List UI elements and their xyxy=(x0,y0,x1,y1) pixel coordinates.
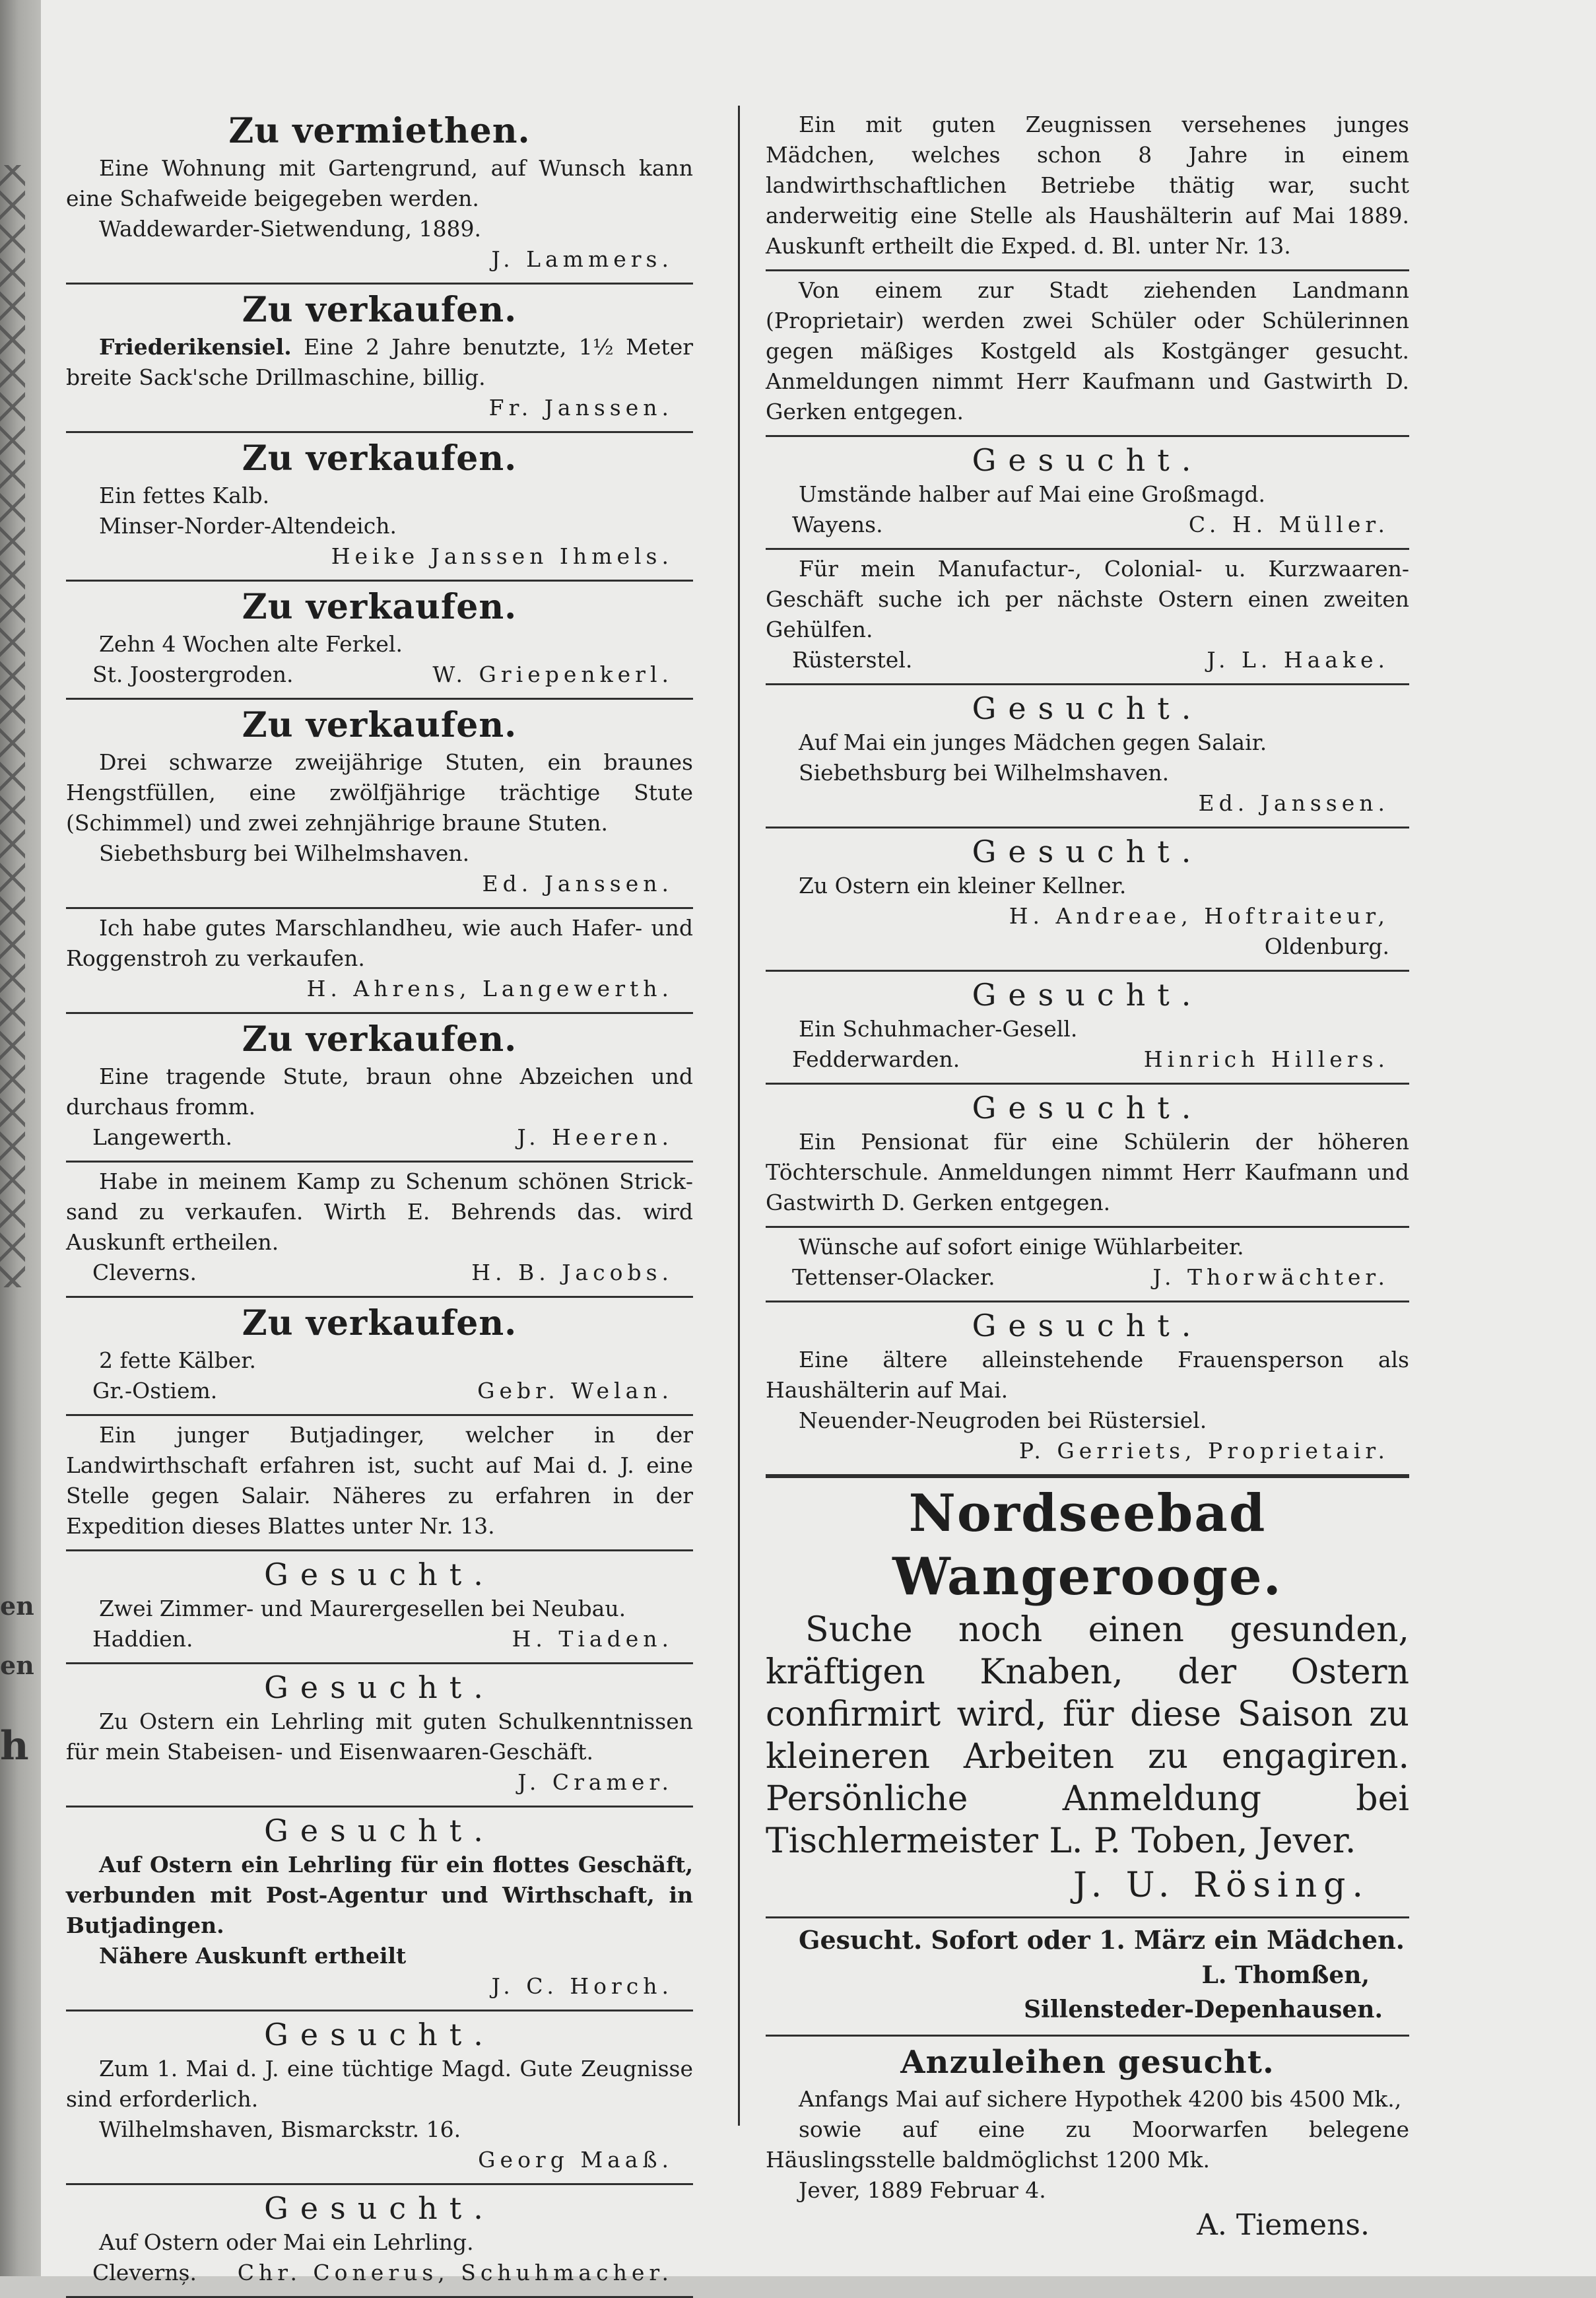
ad-text: Minser-Norder-Altendeich. xyxy=(99,513,397,539)
ad-signature: H. Andreae, Hoftraiteur, xyxy=(1009,903,1389,929)
ad-heading: Gesucht. xyxy=(264,1670,495,1705)
ad-text: Auf Ostern ein Lehrling für ein flottes Geschäft, verbunden mit Post-Agentur und Wirthschaft, in Butjadingen. xyxy=(66,1852,693,1938)
ad-text: Ein Pensionat für eine Schülerin der höheren Töchterschule. Anmeldungen nimmt Herr Kaufmann und Gastwirth D. Gerken entgegen. xyxy=(766,1129,1409,1215)
ad-signature: J. Lammers. xyxy=(491,246,673,272)
ad-heading: Nordseebad Wangerooge. xyxy=(892,1483,1282,1607)
ad-signature: Fr. Janssen. xyxy=(488,395,673,421)
ad-signature: J. U. Rösing. xyxy=(1073,1866,1370,1905)
ad-heading: Gesucht. xyxy=(972,977,1203,1013)
ad-heading: Gesucht. xyxy=(264,2190,495,2226)
ad-text: Siebethsburg bei Wilhelmshaven. xyxy=(99,840,470,866)
ad-heading: Zu verkaufen. xyxy=(242,705,517,745)
ad-place-signature-row xyxy=(66,1376,693,1406)
ad-block xyxy=(66,1416,693,1551)
ad-text: Ein junger Butjadinger, welcher in der Landwirthschaft erfahren ist, sucht auf Mai d. J. eine Stelle gegen Salair. Näheres zu erfahren in der Expedition dieses Blattes unter Nr. 13. xyxy=(66,1422,693,1539)
ad-heading: Zu verkaufen. xyxy=(242,587,517,627)
ad-place: Fedderwarden. xyxy=(792,1046,960,1072)
ad-signature: P. Gerriets, Proprietair. xyxy=(1018,1438,1389,1464)
ad-heading: Zu verkaufen. xyxy=(242,290,517,330)
margin-fragment: en xyxy=(0,1650,34,1680)
ad-block xyxy=(66,700,693,909)
ad-block xyxy=(66,909,693,1014)
ad-text: Auf Ostern oder Mai ein Lehrling. xyxy=(99,2229,474,2255)
column-divider xyxy=(738,106,740,2126)
ad-place: Cleverns. xyxy=(92,1260,197,1285)
ad-signature: J. L. Haake. xyxy=(1207,647,1389,673)
ad-text: Anfangs Mai auf sichere Hypothek 4200 bis 4500 Mk., xyxy=(799,2086,1402,2112)
ad-thomssen xyxy=(766,1918,1409,2037)
ad-heading: Zu vermiethen. xyxy=(228,111,531,151)
ad-place-signature-row xyxy=(766,1044,1409,1075)
ad-block xyxy=(766,685,1409,828)
ad-heading: Gesucht. xyxy=(972,442,1203,478)
ad-text: Ein fettes Kalb. xyxy=(99,483,270,508)
ad-place-signature-row xyxy=(766,510,1409,540)
ad-text xyxy=(66,332,693,393)
ad-place-signature-row xyxy=(66,1258,693,1288)
ad-signature: Ed. Janssen. xyxy=(482,871,673,896)
ad-place: Jever, 1889 Februar 4. xyxy=(799,2177,1046,2203)
ad-signature: Heike Janssen Ihmels. xyxy=(331,543,673,569)
ad-text: 2 fette Kälber. xyxy=(99,1347,256,1373)
ad-block xyxy=(766,106,1409,271)
ad-heading: Gesucht. xyxy=(972,834,1203,869)
ad-heading: Gesucht. xyxy=(972,1308,1203,1343)
ad-block xyxy=(766,271,1409,437)
ad-place-signature-row xyxy=(66,1624,693,1654)
margin-fragment: en xyxy=(0,1591,34,1621)
ad-text: Eine ältere alleinstehende Frauensperson als Haushälterin auf Mai. xyxy=(766,1347,1409,1403)
margin-fragment: h xyxy=(0,1723,29,1769)
ad-block xyxy=(66,285,693,433)
ad-block xyxy=(766,1302,1409,1476)
ad-signature: H. Tiaden. xyxy=(512,1626,673,1652)
ad-block xyxy=(66,106,693,285)
ad-place-signature-row xyxy=(766,645,1409,675)
ad-block xyxy=(766,972,1409,1085)
ad-signature: A. Tiemens. xyxy=(1197,2208,1370,2242)
ad-block xyxy=(766,437,1409,550)
ad-text: Ein mit guten Zeugnissen versehenes junges Mädchen, welches schon 8 Jahre in einem landwirthschaftlichen Betriebe thätig war, sucht anderweitig eine Stelle als Haushälterin auf Mai 1889. Auskunft ertheilt die Exped. d. Bl. unter Nr. 13. xyxy=(766,112,1409,259)
ad-block xyxy=(66,1014,693,1163)
ad-place: Clevernș. xyxy=(92,2260,197,2285)
ad-block xyxy=(66,1664,693,1808)
ad-place: Gr.-Ostiem. xyxy=(92,1378,218,1403)
ad-block xyxy=(766,1228,1409,1302)
adjacent-page-ornament xyxy=(0,165,25,1287)
ad-block xyxy=(766,1085,1409,1228)
ad-place: Tettenser-Olacker. xyxy=(792,1264,995,1290)
ad-text: Zu Ostern ein Lehrling mit guten Schulkenntnissen für mein Stabeisen- und Eisenwaaren-Geschäft. xyxy=(66,1708,693,1765)
ad-signature: J. Heeren. xyxy=(517,1124,673,1150)
ad-text: Nähere Auskunft ertheilt xyxy=(99,1943,407,1969)
ad-signature: Hinrich Hillers. xyxy=(1143,1046,1389,1072)
ad-place: Rüsterstel. xyxy=(792,647,913,673)
ad-text: Für mein Manufactur-, Colonial- u. Kurzwaaren-Geschäft suche ich per nächste Ostern einen zweiten Gehülfen. xyxy=(766,556,1409,642)
ad-signature: J. Cramer. xyxy=(517,1769,673,1795)
ad-block xyxy=(66,2011,693,2185)
ad-block xyxy=(66,433,693,582)
ad-signature: Oldenburg. xyxy=(1264,933,1389,959)
ad-signature: Georg Maaß. xyxy=(478,2147,673,2173)
ad-place: St. Joostergroden. xyxy=(92,661,294,687)
ad-signature: W. Griepenkerl. xyxy=(432,661,673,687)
ad-block xyxy=(66,1298,693,1416)
ad-signature: J. Thorwächter. xyxy=(1152,1264,1389,1290)
ad-signature: H. Ahrens, Langewerth. xyxy=(306,976,673,1001)
ad-place-signature-row xyxy=(66,1122,693,1153)
ad-signature: H. B. Jacobs. xyxy=(471,1260,673,1285)
ad-heading: Zu verkaufen. xyxy=(242,1019,517,1060)
ad-text: Ein Schuhmacher-Gesell. xyxy=(799,1016,1078,1042)
left-column xyxy=(66,106,693,2298)
ad-text: Von einem zur Stadt ziehenden Landmann (Proprietair) werden zwei Schüler oder Schülerinnen gegen mäßiges Kostgeld als Kostgänger gesucht. Anmeldungen nimmt Herr Kaufmann und Gastwirth D. Gerken entgegen. xyxy=(766,277,1409,424)
ad-text: Zehn 4 Wochen alte Ferkel. xyxy=(99,631,403,657)
ad-signature: Chr. Conerus, Schuhmacher. xyxy=(237,2260,673,2285)
ad-block xyxy=(66,1163,693,1298)
ad-text: Zu Ostern ein kleiner Kellner. xyxy=(799,873,1127,898)
ad-text: Waddewarder-Sietwendung, 1889. xyxy=(99,216,481,242)
ad-signature: Sillensteder-Depenhausen. xyxy=(1024,1996,1383,2023)
ad-block xyxy=(766,828,1409,972)
ad-signature: Ed. Janssen. xyxy=(1198,790,1389,816)
ad-text: Eine tragende Stute, braun ohne Abzeichen und durchaus fromm. xyxy=(66,1064,693,1120)
ad-text: sowie auf eine zu Moorwarfen belegene Häuslingsstelle baldmöglichst 1200 Mk. xyxy=(766,2116,1409,2173)
ad-heading: Gesucht. xyxy=(264,1557,495,1592)
ad-text: Suche noch einen gesunden, kräftigen Knaben, der Ostern confirmirt wird, für diese Saison zu kleineren Arbeiten zu engagiren. Persönliche Anmeldung bei Tischlermeister L. P. Toben, Jever. xyxy=(766,1610,1409,1861)
ad-block xyxy=(766,550,1409,685)
ad-signature: L. Thomßen, xyxy=(1201,1961,1370,1989)
ad-block xyxy=(66,1551,693,1664)
ad-signature: C. H. Müller. xyxy=(1188,512,1389,537)
ad-place-signature-row xyxy=(766,1262,1409,1293)
ad-text: Wilhelmshaven, Bismarckstr. 16. xyxy=(99,2116,461,2142)
ad-heading: Gesucht. xyxy=(972,691,1203,726)
ad-block xyxy=(66,1808,693,2011)
ad-text: Gesucht. Sofort oder 1. März ein Mädchen. xyxy=(799,1925,1405,1955)
ad-text: Drei schwarze zweijährige Stuten, ein braunes Hengstfüllen, eine zwölfjährige trächtige Stute (Schimmel) und zwei zehnjährige braune Stuten. xyxy=(66,749,693,836)
ad-place: Haddien. xyxy=(92,1626,193,1652)
ad-text: Habe in meinem Kamp zu Schenum schönen Stricksand zu verkaufen. Wirth E. Behrends das. wird Auskunft ertheilen. xyxy=(66,1168,693,1255)
ad-text: Wünsche auf sofort einige Wühlarbeiter. xyxy=(799,1234,1244,1260)
ad-heading: Zu verkaufen. xyxy=(242,438,517,479)
ad-text: Auf Mai ein junges Mädchen gegen Salair. xyxy=(799,729,1267,755)
ad-place-signature-row xyxy=(66,2258,693,2288)
ad-place-signature-row xyxy=(66,659,693,690)
ad-heading: Gesucht. xyxy=(264,1813,495,1848)
ad-wangerooge xyxy=(766,1476,1409,1918)
ad-lead: Friederikensiel. xyxy=(99,334,292,360)
ad-place: Wayens. xyxy=(792,512,883,537)
ad-text: Ich habe gutes Marschlandheu, wie auch Hafer- und Roggenstroh zu verkaufen. xyxy=(66,915,693,971)
ad-heading: Gesucht. xyxy=(264,2017,495,2052)
ad-text: Zum 1. Mai d. J. eine tüchtige Magd. Gute Zeugnisse sind erforderlich. xyxy=(66,2056,693,2112)
ad-place: Langewerth. xyxy=(92,1124,233,1150)
right-column xyxy=(766,106,1409,2253)
ad-heading: Zu verkaufen. xyxy=(242,1303,517,1343)
ad-heading: Anzuleihen gesucht. xyxy=(900,2044,1275,2081)
ad-text: Eine Wohnung mit Gartengrund, auf Wunsch kann eine Schafweide beigegeben werden. xyxy=(66,155,693,211)
ad-block xyxy=(66,582,693,700)
ad-anleihe xyxy=(766,2037,1409,2253)
ad-text: Siebethsburg bei Wilhelmshaven. xyxy=(799,760,1170,786)
ad-text: Neuender-Neugroden bei Rüstersiel. xyxy=(799,1407,1207,1433)
ad-heading: Gesucht. xyxy=(972,1090,1203,1126)
ad-block xyxy=(66,2185,693,2298)
ad-text: Umstände halber auf Mai eine Großmagd. xyxy=(799,481,1266,507)
ad-text-part: Eine 2 Jahre benutzte, 1½ Meter breite Sack'sche Drillmaschine, billig. xyxy=(66,334,693,390)
ad-signature: Gebr. Welan. xyxy=(477,1378,673,1403)
ad-signature: J. C. Horch. xyxy=(491,1973,673,1999)
ad-text: Zwei Zimmer- und Maurergesellen bei Neubau. xyxy=(99,1596,626,1621)
